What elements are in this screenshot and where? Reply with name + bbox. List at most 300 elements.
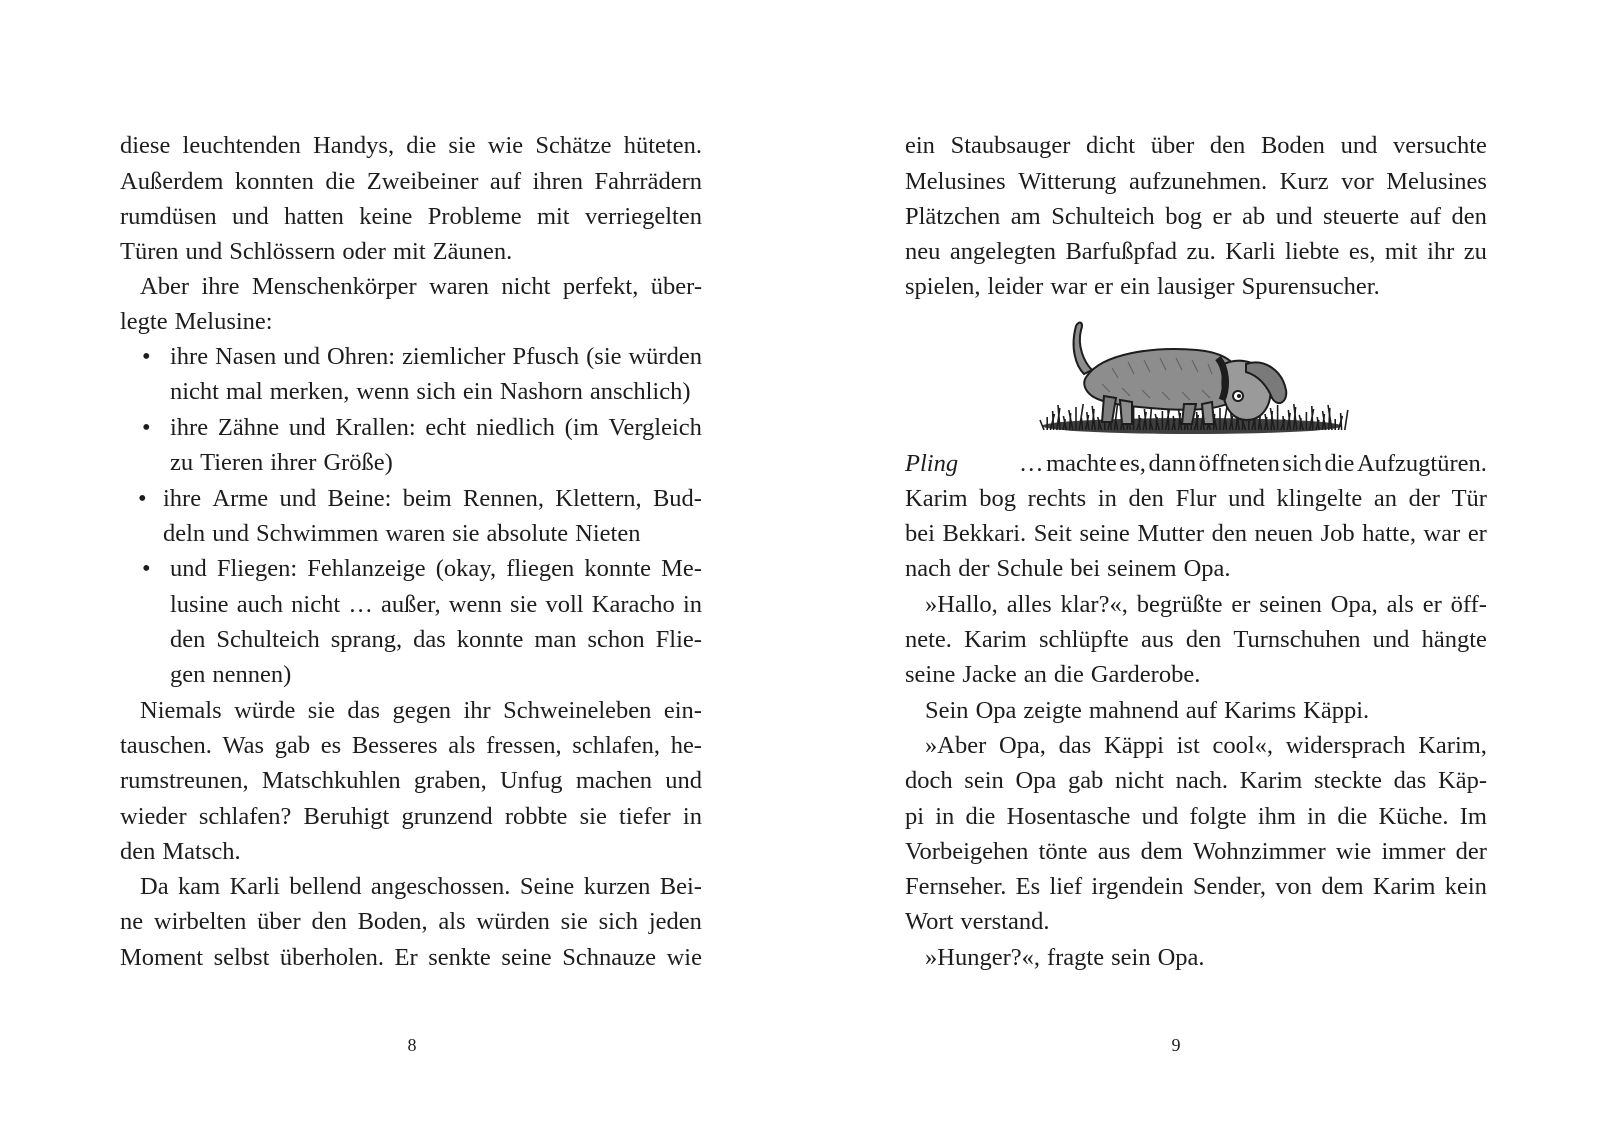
- word: Mutter: [1137, 520, 1205, 547]
- word: wenn: [356, 378, 410, 405]
- word: alles: [1006, 591, 1052, 618]
- word: nicht: [501, 273, 551, 300]
- word: irgendein: [1091, 873, 1184, 900]
- word: Seine: [519, 873, 575, 900]
- word: sie: [448, 132, 476, 159]
- text-line: [120, 164, 702, 200]
- word: sich: [1282, 450, 1322, 477]
- text-line: [905, 481, 1487, 517]
- word: seine: [905, 661, 956, 688]
- word: ihre: [170, 343, 209, 370]
- word: seinen: [1259, 591, 1322, 618]
- word: nicht: [291, 591, 341, 618]
- word: senkte: [428, 944, 491, 971]
- word: ihrer: [270, 449, 317, 476]
- word: er: [1422, 591, 1442, 618]
- word: Käp-: [1438, 767, 1487, 794]
- word: war: [1423, 520, 1461, 547]
- word: Klettern,: [555, 485, 642, 512]
- text-line: [120, 728, 702, 764]
- word: Vorbeigehen: [905, 838, 1029, 865]
- word: konnten: [234, 168, 314, 195]
- word: seine: [501, 944, 552, 971]
- word: mal: [226, 378, 263, 405]
- word: Küche.: [1378, 803, 1449, 830]
- word: ein: [1120, 273, 1151, 300]
- word: Opa,: [1330, 591, 1378, 618]
- word: sein: [964, 767, 1004, 794]
- word: es,: [1348, 238, 1376, 265]
- word: über: [1150, 132, 1195, 159]
- text-line: [905, 199, 1487, 235]
- word: den: [120, 838, 156, 865]
- word: gab: [1067, 767, 1104, 794]
- word: auf: [1409, 203, 1442, 230]
- word: neu: [905, 238, 941, 265]
- word: den: [1128, 485, 1164, 512]
- word: wieder: [120, 803, 187, 830]
- text-line: [120, 904, 702, 940]
- word: am: [1010, 203, 1041, 230]
- word: er: [1094, 273, 1114, 300]
- word: wie: [666, 944, 702, 971]
- word: die: [965, 803, 996, 830]
- word: ein: [462, 378, 493, 405]
- word: er: [1467, 520, 1487, 547]
- word: he-: [670, 732, 702, 759]
- word: den: [1185, 626, 1222, 653]
- word: Witterung: [1018, 168, 1117, 195]
- word: ihr: [1427, 238, 1455, 265]
- word: über: [257, 908, 301, 935]
- word: »Aber: [925, 732, 987, 759]
- word: seine: [1079, 520, 1130, 547]
- word: kurzen: [583, 873, 651, 900]
- word: Melusines: [905, 168, 1006, 195]
- word: in: [1307, 803, 1327, 830]
- word: Karli: [1225, 238, 1276, 265]
- word: die: [325, 168, 356, 195]
- word: ihm: [1257, 803, 1296, 830]
- grass-blade: [1345, 410, 1348, 430]
- word: mahnend: [1088, 697, 1179, 724]
- word: pi: [905, 803, 925, 830]
- word: Wort: [905, 908, 954, 935]
- word: Zähne: [217, 414, 280, 441]
- word: wenn: [448, 591, 502, 618]
- word: Flie-: [655, 626, 702, 653]
- word: keine: [359, 203, 413, 230]
- word: Außerdem: [120, 168, 224, 195]
- word: gab: [274, 732, 311, 759]
- word: Schätze: [535, 132, 612, 159]
- word: Zäunen.: [432, 238, 513, 265]
- word: Sein: [925, 697, 969, 724]
- word: das: [347, 697, 381, 724]
- word: kam: [178, 873, 221, 900]
- word: Bei-: [659, 873, 702, 900]
- word: ihren: [532, 168, 583, 195]
- right-page: [800, 0, 1600, 1131]
- word: steuerte: [1323, 203, 1400, 230]
- word: lusine: [170, 591, 229, 618]
- word: selbst: [213, 944, 270, 971]
- word: seinem: [1107, 555, 1177, 582]
- word: ab: [1242, 203, 1266, 230]
- text-line: [905, 799, 1487, 835]
- word: Flur: [1175, 485, 1217, 512]
- word: der: [1408, 485, 1440, 512]
- word: leuchtenden: [182, 132, 301, 159]
- text-line: [140, 869, 702, 905]
- word: widersprach: [1285, 732, 1406, 759]
- text-line: [905, 763, 1487, 799]
- word: Sender,: [1192, 873, 1266, 900]
- text-line: [905, 234, 1487, 270]
- word: Hosentasche: [1006, 803, 1131, 830]
- word: und: [283, 343, 321, 370]
- word: immer: [1381, 838, 1446, 865]
- word: an: [1023, 661, 1047, 688]
- word: Schnauze: [562, 944, 657, 971]
- word: nicht: [170, 378, 219, 405]
- word: mit: [1384, 238, 1418, 265]
- word: die: [1337, 803, 1368, 830]
- word: mit: [536, 203, 570, 230]
- word: tönte: [1038, 838, 1088, 865]
- word: steckte: [1313, 767, 1382, 794]
- word: machen: [575, 767, 652, 794]
- word: man: [534, 626, 577, 653]
- word: Fernseher.: [905, 873, 1007, 900]
- word: zu: [170, 449, 194, 476]
- word: (sie: [586, 343, 622, 370]
- text-line: [905, 622, 1487, 658]
- word: hatte,: [1362, 520, 1416, 547]
- word: und: [288, 414, 326, 441]
- word: dicht: [1086, 132, 1136, 159]
- word: Jacke: [962, 661, 1017, 688]
- word: und: [279, 485, 317, 512]
- word: Plätzchen: [905, 203, 1001, 230]
- word: Handys,: [313, 132, 395, 159]
- word: von: [1275, 873, 1313, 900]
- text-line: [925, 587, 1487, 623]
- bullet-line: [170, 339, 702, 375]
- text-line: [140, 269, 702, 305]
- word: nete.: [905, 626, 952, 653]
- dog-hind-leg: [1120, 400, 1132, 424]
- bullet-line: [170, 445, 702, 481]
- word: hängte: [1421, 626, 1487, 653]
- word: Nieten: [575, 520, 641, 547]
- grass-blade: [1197, 412, 1198, 430]
- word: Turnschuhen: [1233, 626, 1361, 653]
- word: und: [1340, 132, 1378, 159]
- word: Fliegen:: [216, 555, 298, 582]
- text-line: [925, 693, 1487, 729]
- word: dem: [1321, 873, 1364, 900]
- word: Nasen: [215, 343, 277, 370]
- word: doch: [905, 767, 953, 794]
- word: Es: [1015, 873, 1041, 900]
- word: machte: [1046, 450, 1117, 477]
- word: vor: [1341, 168, 1374, 195]
- word: Karim,: [1418, 732, 1487, 759]
- word: ziemlicher: [402, 343, 506, 370]
- text-line: [120, 234, 702, 270]
- word: öffneten: [1198, 450, 1280, 477]
- word: Schulteich: [1051, 203, 1155, 230]
- word: tiefer: [619, 803, 671, 830]
- word: Me-: [661, 555, 702, 582]
- word: legte: [120, 308, 168, 335]
- word: sie: [579, 803, 607, 830]
- word: Melusines: [1386, 168, 1487, 195]
- text-line: [140, 693, 702, 729]
- word: er: [1212, 203, 1232, 230]
- word: anschlich): [589, 378, 691, 405]
- word: Schweineleben: [503, 697, 652, 724]
- word: absolute: [486, 520, 569, 547]
- word: Im: [1459, 803, 1487, 830]
- word: an: [1373, 485, 1397, 512]
- word: klingelte: [1276, 485, 1363, 512]
- word: als: [1386, 591, 1414, 618]
- word: ihr: [463, 697, 491, 724]
- page-number: 9: [1171, 1035, 1181, 1055]
- word: Käppi: [1104, 732, 1164, 759]
- text-line: [905, 516, 1487, 552]
- bullet-marker: •: [138, 485, 147, 512]
- text-line: [120, 834, 702, 870]
- word: klar?«,: [1060, 591, 1128, 618]
- word: den: [1209, 132, 1246, 159]
- grass-blade: [1139, 415, 1140, 430]
- word: den: [1451, 203, 1487, 230]
- dog-sniffing-grass-icon: [1032, 318, 1362, 442]
- text-line: [905, 869, 1487, 905]
- word: und: [1228, 485, 1265, 512]
- word: liebte: [1285, 238, 1340, 265]
- word: und: [1141, 803, 1179, 830]
- word: ne: [120, 908, 144, 935]
- grass-blade: [1312, 406, 1313, 430]
- dog-tail: [1074, 323, 1092, 374]
- word: Krallen:: [335, 414, 416, 441]
- word: …: [348, 591, 373, 618]
- word: und: [185, 238, 223, 265]
- word: Beine:: [327, 485, 392, 512]
- text-line: [120, 763, 702, 799]
- dog-front-leg: [1202, 402, 1214, 424]
- word: Niemals: [140, 697, 222, 724]
- pling-word: Pling: [905, 450, 959, 477]
- text-line: [120, 128, 702, 164]
- word: Unfug: [499, 767, 563, 794]
- word: Aber: [140, 273, 189, 300]
- word: Opa.: [1183, 555, 1231, 582]
- word: nicht: [1114, 767, 1164, 794]
- text-line: [925, 728, 1487, 764]
- word: fressen,: [486, 732, 562, 759]
- word: Karims: [1224, 697, 1297, 724]
- word: Job: [1320, 520, 1355, 547]
- word: ein: [905, 132, 935, 159]
- word: auf: [1185, 697, 1217, 724]
- word: begrüßte: [1136, 591, 1223, 618]
- bullet-line: [163, 516, 702, 552]
- page-number: 8: [407, 1035, 417, 1055]
- word: Opa.: [1157, 944, 1205, 971]
- word: waren: [429, 273, 489, 300]
- word: die: [1053, 661, 1084, 688]
- word: Opa,: [998, 732, 1046, 759]
- word: dem: [1140, 838, 1183, 865]
- word: aus: [1140, 626, 1174, 653]
- word: verstand.: [960, 908, 1050, 935]
- grass-blade: [1053, 411, 1054, 430]
- word: gen: [170, 661, 206, 688]
- word: Aufzugtüren.: [1356, 450, 1487, 477]
- word: es: [320, 732, 342, 759]
- word: würden: [476, 908, 550, 935]
- word: rechts: [1027, 485, 1087, 512]
- word: es,: [1119, 450, 1146, 477]
- word: ihre: [163, 485, 202, 512]
- word: Er: [394, 944, 418, 971]
- word: Karim: [1372, 873, 1436, 900]
- word: ein-: [663, 697, 702, 724]
- grass-blade: [1081, 418, 1082, 430]
- word: Matschkuhlen: [261, 767, 401, 794]
- pling-line-rest: [1019, 446, 1487, 482]
- text-line: [905, 551, 1487, 587]
- word: Staubsauger: [950, 132, 1071, 159]
- text-line: [905, 834, 1487, 870]
- word: sie: [560, 908, 588, 935]
- word: sprang,: [330, 626, 403, 653]
- word: konnte: [456, 626, 524, 653]
- word: tauschen.: [120, 732, 212, 759]
- word: Schlössern: [229, 238, 336, 265]
- word: zeigte: [1023, 697, 1082, 724]
- word: schlafen,: [572, 732, 661, 759]
- word: hatten: [284, 203, 344, 230]
- word: wie: [1335, 838, 1372, 865]
- word: lausiger: [1157, 273, 1235, 300]
- word: Seit: [1033, 520, 1072, 547]
- word: Moment: [120, 944, 204, 971]
- word: rumdüsen: [120, 203, 217, 230]
- word: schlafen?: [198, 803, 292, 830]
- word: Arme: [212, 485, 269, 512]
- word: den: [1211, 520, 1247, 547]
- word: robbte: [504, 803, 568, 830]
- word: Opa: [1015, 767, 1057, 794]
- word: Größe): [323, 449, 393, 476]
- word: öff-: [1450, 591, 1487, 618]
- word: Opa: [975, 697, 1017, 724]
- word: Rennen,: [463, 485, 544, 512]
- word: bei: [1070, 555, 1101, 582]
- word: bellend: [289, 873, 362, 900]
- word: Bekkari.: [942, 520, 1027, 547]
- text-line: [905, 164, 1487, 200]
- word: Karli: [229, 873, 280, 900]
- word: dann: [1148, 450, 1197, 477]
- word: »Hunger?«,: [925, 944, 1040, 971]
- bullet-marker: •: [142, 343, 151, 370]
- word: echt: [425, 414, 467, 441]
- word: schlüpfte: [1038, 626, 1129, 653]
- word: bog: [979, 485, 1016, 512]
- word: Karim: [964, 626, 1027, 653]
- word: sich: [416, 378, 456, 405]
- word: ihre: [201, 273, 240, 300]
- word: wie: [487, 132, 524, 159]
- word: Wohnzimmer: [1192, 838, 1326, 865]
- word: Zweibeiner: [366, 168, 479, 195]
- word: oder: [342, 238, 386, 265]
- word: Nashorn: [499, 378, 583, 405]
- word: jeden: [648, 908, 702, 935]
- word: konnte: [584, 555, 652, 582]
- word: und: [170, 555, 207, 582]
- bullet-marker: •: [142, 555, 151, 582]
- text-line: [905, 128, 1487, 164]
- word: waren: [385, 520, 446, 547]
- word: als: [448, 732, 476, 759]
- word: nach.: [1175, 767, 1229, 794]
- word: Schulteich: [216, 626, 320, 653]
- word: den: [170, 626, 206, 653]
- word: und: [231, 203, 269, 230]
- bullet-line: [170, 657, 702, 693]
- word: er: [1231, 591, 1251, 618]
- word: nennen): [212, 661, 292, 688]
- bullet-line: [170, 374, 702, 410]
- text-line: [120, 799, 702, 835]
- word: voll: [545, 591, 584, 618]
- grass-blade: [1341, 413, 1342, 430]
- word: in: [682, 803, 702, 830]
- word: angelegten: [949, 238, 1056, 265]
- word: Beruhigt: [303, 803, 390, 830]
- word: das: [413, 626, 446, 653]
- word: niedlich: [475, 414, 555, 441]
- text-line: [905, 904, 1487, 940]
- dog-hind-leg: [1102, 396, 1116, 422]
- word: bei: [905, 520, 935, 547]
- word: Pfusch: [512, 343, 580, 370]
- text-line: [905, 657, 1487, 693]
- word: »Hallo,: [925, 591, 998, 618]
- word: Tür: [1451, 485, 1487, 512]
- bullet-line: [170, 587, 702, 623]
- word: diese: [120, 132, 171, 159]
- word: ist: [1176, 732, 1200, 759]
- word: über-: [650, 273, 702, 300]
- grass-blade: [1225, 419, 1226, 430]
- word: Barfußpfad: [1065, 238, 1178, 265]
- word: graben,: [413, 767, 487, 794]
- word: Schwimmen: [255, 520, 379, 547]
- word: Was: [222, 732, 265, 759]
- word: war: [1050, 273, 1088, 300]
- word: mit: [392, 238, 426, 265]
- word: Bud-: [652, 485, 702, 512]
